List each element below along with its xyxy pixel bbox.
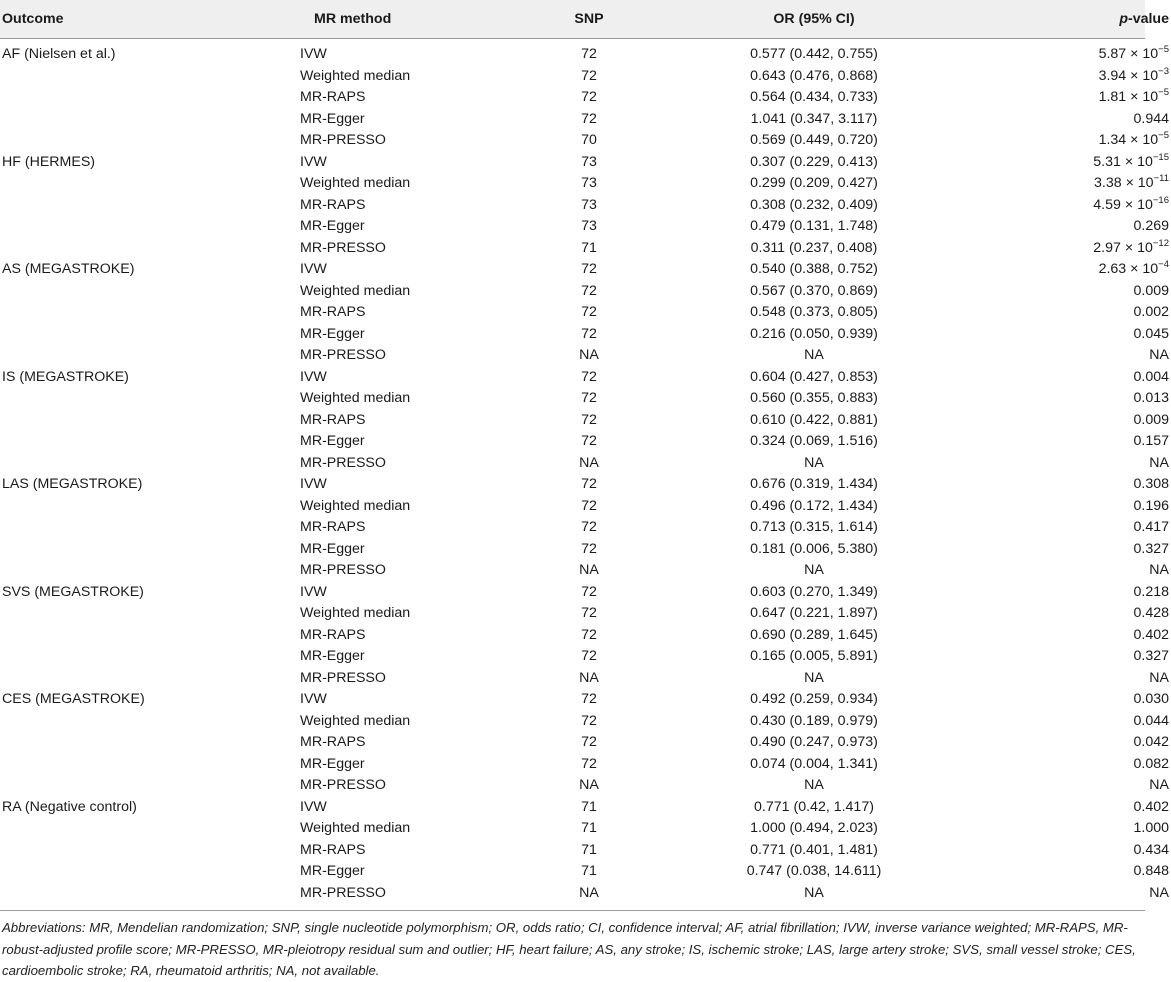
- table-row: [0, 560, 1171, 582]
- cell-p-value: 0.218: [1133, 583, 1169, 600]
- cell-snp: 71: [581, 239, 597, 256]
- cell-p-value: NA: [1149, 454, 1169, 471]
- cell-p-value: 0.030: [1133, 691, 1169, 707]
- cell-p-value: 0.004: [1133, 368, 1169, 385]
- footnote: Abbreviations: MR, Mendelian randomization; SNP, single nucleotide polymorphism; OR, odds ratio; CI, confidence interval; AF, atrial fibrillation; IVW, inverse variance weighted; MR-RAPS, MR-robust-adjusted profile score; MR-PRESSO, MR-pleiotropy residual sum and outlier; HF, heart failure; AS, any stroke; IS, ischemic stroke; LAS, large artery stroke; SVS, small vessel stroke; CES, cardioembolic stroke; RA, rheumatoid arthritis; NA, not available.: [2, 920, 1136, 978]
- cell-snp: 73: [581, 153, 597, 170]
- p-exponent: −11: [1153, 173, 1169, 184]
- cell-outcome: [0, 818, 292, 840]
- cell-snp: 72: [581, 89, 597, 105]
- cell-snp: 72: [581, 110, 597, 127]
- cell-snp: 72: [581, 605, 597, 621]
- cell-snp: 72: [581, 67, 597, 84]
- cell-snp: 72: [581, 261, 597, 277]
- cell-snp: 72: [581, 433, 597, 449]
- cell-mr-method: MR-PRESSO: [300, 562, 386, 578]
- cell-or-ci: 0.771 (0.42, 1.417): [754, 798, 874, 815]
- cell-mr-method: MR-RAPS: [300, 196, 366, 213]
- p-exponent: −12: [1152, 237, 1169, 249]
- table-row: [0, 367, 1171, 389]
- cell-p-value: 0.196: [1133, 497, 1169, 514]
- p-mantissa: 2.97: [1093, 239, 1121, 256]
- cell-snp: 71: [581, 798, 597, 815]
- cell-snp: 72: [581, 368, 597, 385]
- p-exponent: −3: [1158, 65, 1169, 77]
- cell-mr-method: Weighted median: [300, 67, 411, 84]
- cell-p-value: 0.327: [1133, 648, 1169, 664]
- cell-mr-method: Weighted median: [300, 712, 411, 729]
- cell-or-ci: 0.713 (0.315, 1.614): [750, 519, 878, 535]
- p-times-ten: × 10: [1130, 46, 1159, 62]
- cell-outcome: [0, 754, 292, 776]
- cell-or-ci: NA: [804, 884, 824, 901]
- header-or-ci: OR (95% CI): [773, 11, 855, 27]
- cell-snp: 72: [581, 691, 597, 707]
- cell-or-ci: 0.299 (0.209, 0.427): [750, 175, 878, 191]
- cell-outcome: AF (Nielsen et al.): [2, 46, 116, 62]
- cell-or-ci: 0.771 (0.401, 1.481): [750, 841, 878, 858]
- table-row: [0, 130, 1171, 152]
- cell-mr-method: MR-RAPS: [300, 304, 366, 320]
- cell-or-ci: 0.567 (0.370, 0.869): [750, 282, 878, 299]
- cell-outcome: [0, 732, 292, 754]
- cell-mr-method: MR-Egger: [300, 648, 365, 664]
- cell-snp: 72: [581, 583, 597, 600]
- cell-snp: 73: [581, 196, 597, 213]
- cell-mr-method: IVW: [300, 261, 327, 277]
- cell-p-value: 0.848: [1133, 863, 1169, 879]
- cell-p-value: 0.308: [1133, 476, 1169, 492]
- cell-mr-method: MR-PRESSO: [300, 347, 386, 363]
- cell-outcome: [0, 603, 292, 625]
- table-row: [0, 668, 1171, 690]
- cell-mr-method: MR-Egger: [300, 540, 365, 557]
- cell-or-ci: 0.492 (0.259, 0.934): [750, 691, 878, 707]
- cell-outcome: [0, 431, 292, 453]
- table-row: [0, 324, 1171, 346]
- cell-or-ci: 0.430 (0.189, 0.979): [750, 712, 878, 729]
- cell-mr-method: MR-RAPS: [300, 519, 366, 535]
- cell-p-value: 0.417: [1133, 519, 1169, 535]
- table-row: [0, 797, 1171, 819]
- p-exponent: −5: [1158, 130, 1169, 141]
- table-row: [0, 732, 1171, 754]
- cell-outcome: [0, 195, 292, 217]
- cell-mr-method: MR-PRESSO: [300, 669, 386, 686]
- cell-outcome: [0, 109, 292, 131]
- table-row: [0, 152, 1171, 174]
- p-mantissa: 1.81: [1098, 89, 1127, 105]
- cell-or-ci: 0.479 (0.131, 1.748): [750, 218, 878, 234]
- cell-outcome: LAS (MEGASTROKE): [2, 476, 143, 492]
- cell-or-ci: 0.307 (0.229, 0.413): [750, 153, 878, 170]
- table-row: [0, 195, 1171, 217]
- cell-snp: 72: [581, 519, 597, 535]
- cell-or-ci: 0.569 (0.449, 0.720): [750, 132, 878, 148]
- table-row: [0, 87, 1171, 109]
- cell-snp: 73: [581, 175, 597, 191]
- cell-mr-method: IVW: [300, 798, 327, 815]
- cell-mr-method: Weighted median: [300, 390, 411, 406]
- cell-or-ci: 0.564 (0.434, 0.733): [750, 89, 878, 105]
- p-times-ten: × 10: [1130, 261, 1159, 277]
- cell-p-value: 0.013: [1133, 390, 1169, 406]
- cell-or-ci: NA: [804, 562, 824, 578]
- p-times-ten: × 10: [1124, 196, 1153, 213]
- cell-snp: 71: [581, 863, 597, 879]
- cell-or-ci: 0.165 (0.005, 5.891): [750, 648, 878, 664]
- table-row: [0, 109, 1171, 131]
- p-times-ten: × 10: [1130, 67, 1159, 84]
- table-row: [0, 603, 1171, 625]
- cell-or-ci: 0.496 (0.172, 1.434): [750, 497, 878, 514]
- cell-outcome: IS (MEGASTROKE): [2, 368, 129, 385]
- header-snp: SNP: [574, 11, 604, 27]
- cell-or-ci: NA: [804, 777, 824, 793]
- cell-mr-method: MR-Egger: [300, 433, 365, 449]
- table-row: [0, 582, 1171, 604]
- table-row: [0, 775, 1171, 797]
- cell-outcome: RA (Negative control): [2, 798, 137, 815]
- cell-outcome: [0, 517, 292, 539]
- cell-snp: NA: [579, 347, 599, 363]
- cell-mr-method: MR-Egger: [300, 218, 365, 234]
- header-p-suffix: -value: [1127, 11, 1169, 27]
- cell-mr-method: MR-PRESSO: [300, 239, 386, 256]
- table-row: [0, 840, 1171, 862]
- cell-p-value: 0.327: [1133, 540, 1169, 557]
- cell-outcome: [0, 302, 292, 324]
- cell-mr-method: IVW: [300, 153, 327, 170]
- cell-mr-method: MR-PRESSO: [300, 777, 386, 793]
- table-row: [0, 173, 1171, 195]
- p-mantissa: 3.38: [1093, 175, 1122, 191]
- cell-snp: 72: [581, 540, 597, 557]
- table-row: [0, 66, 1171, 88]
- header-p-value: [964, 0, 1171, 38]
- cell-or-ci: 0.540 (0.388, 0.752): [750, 261, 878, 277]
- cell-snp: 72: [581, 497, 597, 514]
- table-row: [0, 388, 1171, 410]
- cell-outcome: [0, 216, 292, 238]
- cell-snp: 72: [581, 648, 597, 664]
- cell-or-ci: 0.311 (0.237, 0.408): [750, 239, 878, 256]
- cell-or-ci: NA: [804, 347, 824, 363]
- p-mantissa: 2.63: [1098, 261, 1127, 277]
- cell-p-value: 0.944: [1133, 110, 1169, 127]
- cell-snp: 72: [581, 734, 597, 750]
- cell-or-ci: NA: [804, 454, 824, 471]
- cell-p-value: NA: [1149, 562, 1169, 578]
- cell-snp: 72: [581, 411, 597, 428]
- cell-or-ci: 0.074 (0.004, 1.341): [750, 755, 878, 772]
- cell-p-value: NA: [1149, 347, 1169, 363]
- cell-or-ci: 0.216 (0.050, 0.939): [750, 325, 878, 342]
- p-mantissa: 5.31: [1093, 153, 1121, 170]
- cell-p-value: 0.402: [1133, 626, 1169, 643]
- cell-p-value: [964, 130, 1171, 152]
- cell-p-value: [964, 195, 1171, 217]
- cell-p-value: [964, 152, 1171, 174]
- cell-or-ci: 0.643 (0.476, 0.868): [750, 67, 878, 84]
- cell-or-ci: 0.577 (0.442, 0.755): [750, 46, 878, 62]
- table-row: [0, 474, 1171, 496]
- table-row: [0, 754, 1171, 776]
- table-row: [0, 711, 1171, 733]
- cell-or-ci: 0.490 (0.247, 0.973): [750, 734, 878, 750]
- cell-outcome: [0, 711, 292, 733]
- cell-p-value: NA: [1149, 884, 1169, 901]
- cell-outcome: [0, 668, 292, 690]
- cell-snp: NA: [579, 884, 599, 901]
- cell-outcome: [0, 560, 292, 582]
- footer-rule: [0, 910, 1145, 911]
- cell-p-value: [964, 66, 1171, 88]
- cell-outcome: [0, 130, 292, 152]
- cell-outcome: [0, 87, 292, 109]
- cell-outcome: [0, 388, 292, 410]
- p-mantissa: 4.59: [1093, 196, 1121, 213]
- table-row: [0, 302, 1171, 324]
- p-exponent: −5: [1158, 87, 1169, 98]
- table-row: [0, 883, 1171, 905]
- cell-snp: 72: [581, 282, 597, 299]
- p-exponent: −15: [1152, 151, 1169, 163]
- cell-mr-method: MR-PRESSO: [300, 132, 386, 148]
- table-row: [0, 431, 1171, 453]
- cell-mr-method: MR-RAPS: [300, 734, 366, 750]
- cell-mr-method: MR-Egger: [300, 110, 365, 127]
- table-row: [0, 238, 1171, 260]
- cell-mr-method: IVW: [300, 46, 327, 62]
- cell-outcome: [0, 66, 292, 88]
- cell-snp: 72: [581, 755, 597, 772]
- cell-outcome: HF (HERMES): [2, 153, 96, 170]
- cell-p-value: 0.009: [1133, 282, 1169, 299]
- cell-snp: 72: [581, 46, 597, 62]
- cell-or-ci: 1.000 (0.494, 2.023): [750, 820, 878, 836]
- cell-p-value: 0.402: [1133, 798, 1169, 815]
- cell-mr-method: MR-PRESSO: [300, 454, 386, 471]
- cell-p-value: [964, 259, 1171, 281]
- cell-outcome: [0, 345, 292, 367]
- cell-outcome: [0, 238, 292, 260]
- cell-or-ci: 0.308 (0.232, 0.409): [750, 196, 878, 213]
- p-times-ten: × 10: [1124, 153, 1153, 170]
- p-exponent: −5: [1158, 44, 1169, 55]
- cell-snp: 72: [581, 476, 597, 492]
- table-body: [0, 38, 1171, 904]
- cell-mr-method: Weighted median: [300, 497, 411, 514]
- cell-p-value: 0.428: [1133, 605, 1169, 621]
- cell-outcome: [0, 324, 292, 346]
- p-times-ten: × 10: [1130, 89, 1159, 105]
- cell-snp: 72: [581, 325, 597, 342]
- cell-outcome: [0, 883, 292, 905]
- p-times-ten: × 10: [1130, 132, 1159, 148]
- cell-or-ci: 0.604 (0.427, 0.853): [750, 368, 878, 385]
- p-exponent: −4: [1158, 259, 1169, 270]
- cell-or-ci: 0.690 (0.289, 1.645): [750, 626, 878, 643]
- cell-or-ci: 0.560 (0.355, 0.883): [750, 390, 878, 406]
- cell-outcome: SVS (MEGASTROKE): [2, 583, 144, 600]
- cell-snp: NA: [579, 454, 599, 471]
- cell-p-value: 0.434: [1133, 841, 1169, 858]
- cell-mr-method: MR-RAPS: [300, 411, 366, 428]
- cell-p-value: 0.042: [1133, 734, 1169, 750]
- cell-or-ci: 0.610 (0.422, 0.881): [750, 411, 878, 428]
- cell-outcome: [0, 453, 292, 475]
- table-row: [0, 345, 1171, 367]
- cell-or-ci: 0.747 (0.038, 14.611): [746, 863, 882, 879]
- p-times-ten: × 10: [1124, 239, 1153, 256]
- cell-outcome: AS (MEGASTROKE): [2, 261, 135, 277]
- table-row: [0, 496, 1171, 518]
- header-outcome: Outcome: [2, 11, 64, 27]
- cell-snp: 71: [581, 820, 597, 836]
- table-row: [0, 818, 1171, 840]
- header-mr-method: MR method: [314, 11, 392, 27]
- header-p-italic: p: [1119, 11, 1128, 27]
- cell-snp: NA: [579, 562, 599, 578]
- cell-snp: 72: [581, 626, 597, 643]
- cell-p-value: 0.157: [1133, 433, 1169, 449]
- cell-outcome: [0, 281, 292, 303]
- cell-p-value: 0.269: [1133, 218, 1169, 234]
- cell-outcome: [0, 410, 292, 432]
- p-mantissa: 5.87: [1098, 46, 1127, 62]
- cell-mr-method: IVW: [300, 691, 327, 707]
- table-row: [0, 539, 1171, 561]
- cell-mr-method: IVW: [300, 583, 327, 600]
- cell-or-ci: 0.676 (0.319, 1.434): [750, 476, 878, 492]
- cell-or-ci: 0.647 (0.221, 1.897): [750, 605, 878, 621]
- cell-mr-method: Weighted median: [300, 282, 411, 299]
- cell-mr-method: MR-RAPS: [300, 89, 366, 105]
- cell-mr-method: MR-Egger: [300, 755, 365, 772]
- table-row: [0, 410, 1171, 432]
- cell-or-ci: 0.603 (0.270, 1.349): [750, 583, 878, 600]
- cell-snp: 70: [581, 132, 597, 148]
- cell-outcome: [0, 496, 292, 518]
- cell-snp: NA: [579, 777, 599, 793]
- table-row: [0, 281, 1171, 303]
- cell-or-ci: NA: [804, 669, 824, 686]
- table-row: [0, 453, 1171, 475]
- cell-outcome: [0, 775, 292, 797]
- p-mantissa: 1.34: [1098, 132, 1127, 148]
- cell-or-ci: 1.041 (0.347, 3.117): [750, 110, 878, 127]
- table-row: [0, 861, 1171, 883]
- cell-p-value: 0.045: [1133, 325, 1169, 342]
- cell-snp: 72: [581, 390, 597, 406]
- cell-mr-method: MR-Egger: [300, 325, 365, 342]
- cell-p-value: [964, 87, 1171, 109]
- cell-outcome: [0, 861, 292, 883]
- cell-p-value: NA: [1149, 669, 1169, 686]
- cell-mr-method: Weighted median: [300, 820, 411, 836]
- cell-outcome: [0, 625, 292, 647]
- cell-outcome: [0, 539, 292, 561]
- cell-p-value: 0.009: [1133, 411, 1169, 428]
- p-mantissa: 3.94: [1098, 67, 1127, 84]
- cell-snp: 72: [581, 712, 597, 729]
- cell-or-ci: 0.324 (0.069, 1.516): [750, 433, 878, 449]
- cell-or-ci: 0.181 (0.006, 5.380): [750, 540, 878, 557]
- p-times-ten: × 10: [1125, 175, 1154, 191]
- cell-mr-method: MR-PRESSO: [300, 884, 386, 901]
- table-row: [0, 38, 1171, 66]
- cell-mr-method: IVW: [300, 368, 327, 385]
- cell-p-value: NA: [1149, 777, 1169, 793]
- cell-mr-method: Weighted median: [300, 605, 411, 621]
- cell-p-value: 0.044: [1133, 712, 1169, 729]
- cell-mr-method: IVW: [300, 476, 327, 492]
- cell-p-value: 0.082: [1133, 755, 1169, 772]
- table-row: [0, 259, 1171, 281]
- cell-or-ci: 0.548 (0.373, 0.805): [750, 304, 878, 320]
- cell-snp: NA: [579, 669, 599, 686]
- cell-mr-method: MR-RAPS: [300, 626, 366, 643]
- cell-p-value: [964, 238, 1171, 260]
- cell-snp: 73: [581, 218, 597, 234]
- cell-outcome: CES (MEGASTROKE): [2, 691, 145, 707]
- cell-p-value: 0.002: [1133, 304, 1169, 320]
- cell-mr-method: Weighted median: [300, 175, 411, 191]
- cell-outcome: [0, 840, 292, 862]
- cell-mr-method: MR-Egger: [300, 863, 365, 879]
- table-row: [0, 689, 1171, 711]
- cell-p-value: [964, 38, 1171, 66]
- table-row: [0, 625, 1171, 647]
- cell-p-value: 1.000: [1133, 820, 1169, 836]
- header-row: [0, 0, 1171, 38]
- cell-outcome: [0, 173, 292, 195]
- cell-p-value: [964, 173, 1171, 195]
- cell-snp: 72: [581, 304, 597, 320]
- table-row: [0, 517, 1171, 539]
- table-row: [0, 646, 1171, 668]
- cell-outcome: [0, 646, 292, 668]
- table-row: [0, 216, 1171, 238]
- cell-mr-method: MR-RAPS: [300, 841, 366, 858]
- cell-snp: 71: [581, 841, 597, 858]
- p-exponent: −16: [1152, 194, 1169, 206]
